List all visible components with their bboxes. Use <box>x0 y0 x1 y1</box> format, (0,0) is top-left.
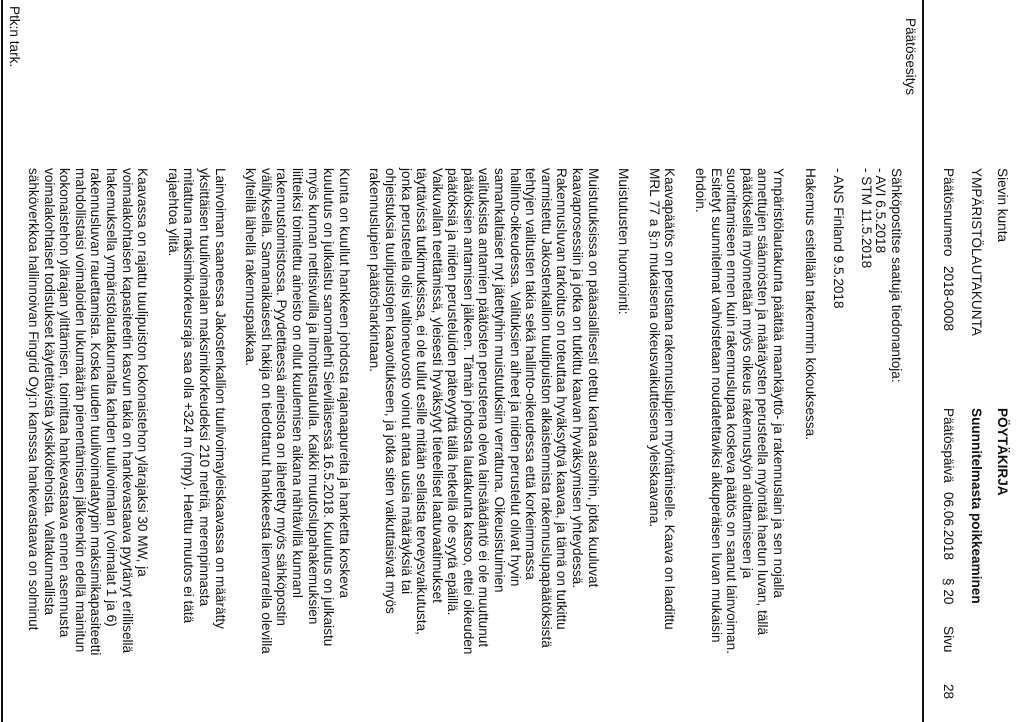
minutes-checked-label: Ptk:n tark. <box>7 6 22 68</box>
header-divider <box>922 0 924 722</box>
municipality-name: Sievin kunta <box>995 168 1010 243</box>
body-line: myös kunnan nettisivuilla ja ilmoitustaululla. Kaikki muutoslupahakemuksien <box>305 168 321 625</box>
body-line: päätöksien antamisen jälkeen. Tämän johdosta lautakunta katsoo, ettei oikeuden <box>460 168 476 655</box>
body-line: rakennusluvan rauettamista. Koska uuden tuulivoimalatyypin maksimikapasiteetti <box>88 168 104 656</box>
body-line: hakemuksella ympäristölautakunnalta kahden tuulivoimalan (voimalat 1 ja 6) <box>104 168 120 627</box>
body-line: ohjeistuksia tuulipuistojen kaavoitukseen, ja jotka siten vaikuttaisivat myös <box>382 168 398 614</box>
decision-date-label: Päätöspäivä <box>941 408 956 483</box>
body-line: jonka perusteella olisi valtioneuvosto voinut antaa uusia määräyksiä tai <box>398 168 414 595</box>
body-line: täyttävissä tutkimuksissa, ei ole tullut esille mitään sellaista terveysvaikutusta, <box>414 168 430 635</box>
notification-item: - AVI 6.5.2018 <box>873 168 888 254</box>
body-line: Muistutuksissa on pääasiallisesti otettu kantaa asioihin, jotka kuuluvat <box>585 168 601 588</box>
body-line: varmistettu Jakostenkallion tuulipuiston alkaistenmista rakennuslupapäätöksistä <box>538 168 554 648</box>
body-line: kuulutus on julkaistu sanomalehti Sieviläisessä 16.5.2018. Kuulutus on julkaistu <box>321 168 337 647</box>
decision-date: 06.06.2018 <box>941 492 956 561</box>
body-line: samankaltaiset nyt jätettyihin muistutuksiin verrattuna. Oikeusistuimien <box>492 168 508 593</box>
board-name: YMPÄRISTÖLAUTAKUNTA <box>969 168 984 336</box>
body-line: Rakennusluvan tarkoitus on toteuttaa hyväksyttyä kaavaa, ja tämä on tutkittu <box>554 168 570 630</box>
body-line: kaavaprosessiin ja jotka on tutkittu kaavan hyväksymisen yhteydessä. <box>570 168 586 589</box>
body-paragraph <box>367 168 601 688</box>
body-paragraph <box>25 168 150 688</box>
body-line: yksittäisen tuulivoimalan maksimikorkeudeksi 210 metriä, merenpinnasta <box>197 168 212 607</box>
body-line: Muistutusten huomiointi: <box>616 168 632 315</box>
body-line: rakennuslupien päätösharkintaan. <box>367 168 383 373</box>
body-line: Kunta on kuullut hankkeen johdosta rajanaapureita ja hanketta koskeva <box>336 168 352 599</box>
page-number: 28 <box>941 684 956 700</box>
body-line: annettujen säännösten ja määräysten perusteella myöntää haetun luvan, tällä <box>755 168 771 636</box>
footer-divider <box>1 0 3 722</box>
body-line: voimalakohtaiset todistukset käytettävistä yksikkötehoista. Valtakunnallista <box>41 168 57 616</box>
body-line: välityksellä. Samanaikaisesti hakija on tiedottanut hankkeesta lienvarrella olevilla <box>258 168 274 654</box>
body-line: hallinto-oikeudessa. Valituksien aiheet ja niiden perustelut olivat hyvin <box>507 168 523 587</box>
body-line: tehtyjen valitusten takia sekä hallinto-oikeudessa että korkeimmassa <box>523 168 539 580</box>
notifications-intro: Sähköpostitse saatuja tiedonantoja: <box>889 168 904 383</box>
body-line: Esitetyt suunnitelmat vahvistetaan noudatettaviksi alkuperäisen luvan mukaisin <box>708 168 724 643</box>
body-line: kylteillä lähellä rakennuspaikkaa. <box>243 168 259 366</box>
body-line: päätöksiä ja niiden perusteluiden pätevyyttä tällä hetkellä ole syytä epäillä. <box>445 168 461 616</box>
body-paragraph <box>165 168 227 688</box>
body-line: suorittamiseen ennen kuin rakennuslupaa koskeva päätös on saanut lainvoiman. <box>724 168 740 654</box>
notification-item: - STM 11.5.2018 <box>859 168 874 269</box>
body-line: Vaikuvallan teettämissä, yleisesti hyväksytyt tieteelliset laatuvaatimukset <box>429 168 445 603</box>
body-line: voimalakohtaisen kapasiteetin kasvun takia on hankevastaava pyytänyt erillisellä <box>119 168 135 654</box>
body-line: liitteiksi toimitettu aineisto on ollut kuulemisen aikana nähtävillä kunnanl <box>289 168 305 598</box>
notifications-closing: Hakemus esitellään tarkemmin kokouksessa. <box>803 168 818 440</box>
body-line: Kaavassa on rajattu tuulipuiston kokonaistehon ylärajaksi 30 MW, ja <box>135 168 151 577</box>
decision-number-label: Päätösnumero <box>941 168 956 257</box>
body-paragraph <box>692 168 786 688</box>
decision-proposal-body <box>10 168 786 688</box>
document-type: PÖYTÄKIRJA <box>995 408 1010 496</box>
body-line: kokonaistehon ylärajan ylittämisen, toimittaa hankevastaava ennen asennusta <box>57 168 73 638</box>
section-number: § 20 <box>941 578 956 605</box>
body-line: rajaehtoa ylitä. <box>165 168 181 257</box>
body-line: mitattuna maksimikorkeusraja saa olla +324 m (mpy). Haettu muutos ei tätä <box>181 168 197 624</box>
body-line: päätöksellä myönnetään myös oikeus rakennustyön aloittamiseen ja <box>739 168 755 579</box>
body-line: sähköverkkoa hallinnoivan Fingrid Oyj:n kansssa hankevastaava on solminut <box>26 168 42 631</box>
body-line: MRL 77 a §:n mukaisena oikeusvaikutteisena yleiskaavana. <box>646 168 662 528</box>
notification-item: - ANS Finland 9.5.2018 <box>831 168 846 309</box>
page-label: Sivu <box>941 626 956 653</box>
body-paragraph <box>243 168 352 688</box>
body-line: ehdoin. <box>693 168 709 213</box>
body-paragraph <box>616 168 632 688</box>
body-line: Kaavapäätös on perustana rakennuslupien myöntämiselle. Kaava on laadittu <box>662 168 678 630</box>
body-line: mahdollistaisi voimaloiden lukumäärän pienentämisen jälkeenkin edellä mainitun <box>72 168 88 653</box>
body-line: Lainvoiman saaneessa Jakostenkallion tuulivoimayleiskaavassa on määrätty <box>212 168 228 629</box>
body-paragraph <box>646 168 677 688</box>
document-subject: Suunnitelmasta poikkeaminen <box>969 408 984 604</box>
body-line: Ympäristölautakunta päättää maankäyttö- ja rakennuslain ja sen nojalla <box>771 168 786 598</box>
body-line: rakennustoimistossa. Pyydettäessä aineistoa on lähetetty myös sähköpostin <box>274 168 290 626</box>
body-line: valituksista antamien päätösten perusteena oleva lainsäädäntö ei ole muuttunut <box>476 168 492 648</box>
proposal-label: Päätösesitys <box>903 18 918 96</box>
decision-number: 2018-0008 <box>941 266 956 332</box>
